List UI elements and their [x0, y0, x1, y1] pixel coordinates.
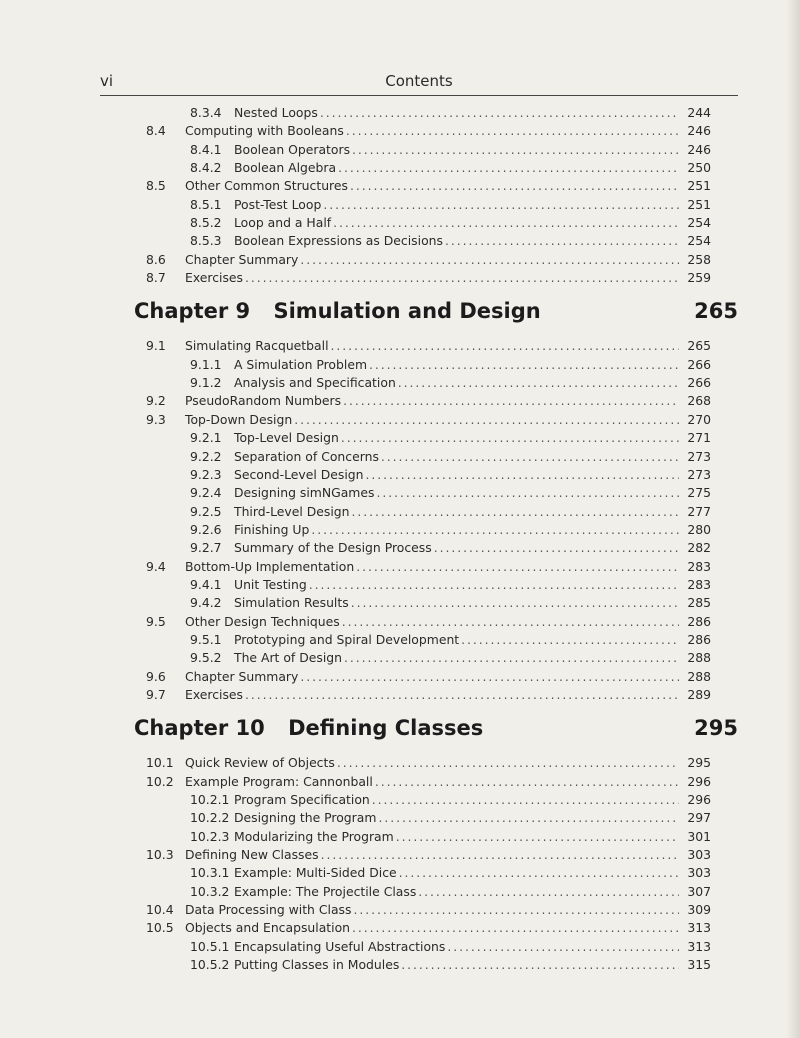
- page-ref: 246: [687, 123, 711, 139]
- page-ref: 288: [687, 650, 711, 666]
- dot-leader: [343, 392, 679, 410]
- section-number: 9.1.1: [190, 356, 222, 372]
- page-ref: 271: [687, 430, 711, 446]
- section-number: 9.1.2: [190, 375, 222, 391]
- section-title: Unit Testing: [234, 576, 307, 592]
- section-title: Putting Classes in Modules: [234, 957, 400, 973]
- dot-leader: [320, 104, 679, 122]
- dot-leader: [399, 864, 679, 882]
- section-title: Designing the Program: [234, 810, 377, 826]
- toc-entry[interactable]: [0, 686, 800, 704]
- toc-entry[interactable]: [0, 668, 800, 686]
- section-number: 8.6: [146, 251, 166, 267]
- page-ref: 282: [687, 540, 711, 556]
- page-ref: 266: [687, 375, 711, 391]
- section-number: 8.5.3: [190, 233, 222, 249]
- page-ref: 283: [687, 576, 711, 592]
- section-title: Exercises: [185, 270, 244, 286]
- toc-entry[interactable]: [0, 791, 800, 809]
- chapter-title: Simulation and Design: [273, 299, 541, 324]
- running-title: Contents: [385, 72, 453, 90]
- section-title: Bottom-Up Implementation: [185, 558, 355, 574]
- section-number: 10.3.2: [190, 883, 230, 899]
- section-title: Finishing Up: [234, 521, 310, 537]
- section-number: 8.4.2: [190, 160, 222, 176]
- page-ref: 266: [687, 356, 711, 372]
- toc-entry[interactable]: [0, 484, 800, 502]
- dot-leader: [353, 901, 679, 919]
- section-number: 9.2.7: [190, 540, 222, 556]
- page-ref: 303: [687, 847, 711, 863]
- dot-leader: [346, 122, 679, 140]
- page-ref: 309: [687, 902, 711, 918]
- toc-entry[interactable]: [0, 754, 800, 772]
- dot-leader: [445, 232, 679, 250]
- section-title: Computing with Booleans: [185, 123, 344, 139]
- section-title: Example: The Projectile Class: [234, 883, 417, 899]
- section-number: 10.5: [146, 920, 174, 936]
- section-number: 9.2.6: [190, 521, 222, 537]
- dot-leader: [300, 251, 679, 269]
- section-number: 9.4.2: [190, 595, 222, 611]
- dot-leader: [245, 686, 679, 704]
- section-title: Defining New Classes: [185, 847, 319, 863]
- toc-entry[interactable]: [0, 392, 800, 410]
- dot-leader: [338, 159, 679, 177]
- dot-leader: [341, 429, 679, 447]
- section-number: 10.1: [146, 755, 174, 771]
- chapter-page: 265: [694, 299, 738, 324]
- section-number: 8.5: [146, 178, 166, 194]
- page-ref: 296: [687, 773, 711, 789]
- dot-leader: [461, 631, 679, 649]
- dot-leader: [342, 613, 679, 631]
- dot-leader: [352, 919, 679, 937]
- page-ref: 295: [687, 755, 711, 771]
- section-title: Summary of the Design Process: [234, 540, 432, 556]
- section-title: Designing simNGames: [234, 485, 375, 501]
- page-ref: 251: [687, 178, 711, 194]
- dot-leader: [376, 484, 679, 502]
- section-number: 9.5: [146, 613, 166, 629]
- toc-group-chapter-9: [0, 337, 800, 704]
- section-number: 10.2.1: [190, 792, 230, 807]
- dot-leader: [351, 594, 679, 612]
- dot-leader: [309, 576, 679, 594]
- page-ref: 315: [687, 957, 711, 973]
- section-title: Exercises: [185, 686, 244, 702]
- section-title: Boolean Operators: [234, 141, 351, 157]
- section-title: Nested Loops: [234, 105, 318, 120]
- section-title: Example Program: Cannonball: [185, 773, 373, 789]
- page-ref: 296: [687, 792, 711, 807]
- running-header: [100, 72, 738, 94]
- dot-leader: [366, 466, 680, 484]
- section-number: 8.4: [146, 123, 166, 139]
- dot-leader: [447, 938, 679, 956]
- page-ref: 313: [687, 920, 711, 936]
- chapter-label: Chapter 10: [134, 716, 265, 741]
- toc-entry[interactable]: [0, 196, 800, 214]
- dot-leader: [356, 558, 679, 576]
- page-ref: 297: [687, 810, 711, 826]
- page-ref: 313: [687, 938, 711, 954]
- chapter-title: Defining Classes: [288, 716, 484, 741]
- page-ref: 273: [687, 466, 711, 482]
- dot-leader: [381, 448, 679, 466]
- page-ref: 268: [687, 393, 711, 409]
- table-of-contents: [0, 104, 800, 974]
- dot-leader: [401, 956, 679, 974]
- dot-leader: [333, 214, 679, 232]
- toc-entry[interactable]: [0, 141, 800, 159]
- dot-leader: [378, 809, 679, 827]
- section-number: 10.3: [146, 847, 174, 863]
- page-ref: 275: [687, 485, 711, 501]
- section-title: Top-Level Design: [234, 430, 339, 446]
- toc-entry[interactable]: [0, 864, 800, 882]
- dot-leader: [294, 411, 679, 429]
- section-title: Analysis and Specification: [234, 375, 396, 391]
- section-number: 10.5.1: [190, 938, 230, 954]
- page-ref: 244: [687, 105, 711, 120]
- toc-entry[interactable]: [0, 177, 800, 195]
- page-ref: 283: [687, 558, 711, 574]
- section-number: 8.5.1: [190, 196, 222, 212]
- page-ref: 288: [687, 668, 711, 684]
- section-number: 9.2.1: [190, 430, 222, 446]
- toc-entry[interactable]: [0, 883, 800, 901]
- toc-group-chapter-8: [0, 104, 800, 287]
- section-number: 10.3.1: [190, 865, 230, 881]
- section-title: Program Specification: [234, 792, 370, 807]
- section-number: 8.5.2: [190, 215, 222, 231]
- toc-entry[interactable]: [0, 938, 800, 956]
- toc-entry[interactable]: [0, 411, 800, 429]
- toc-entry[interactable]: [0, 919, 800, 937]
- section-title: Encapsulating Useful Abstractions: [234, 938, 446, 954]
- toc-entry[interactable]: [0, 521, 800, 539]
- section-title: Prototyping and Spiral Development: [234, 631, 460, 647]
- toc-entry[interactable]: [0, 122, 800, 140]
- dot-leader: [321, 846, 679, 864]
- dot-leader: [372, 791, 679, 809]
- toc-entry[interactable]: [0, 828, 800, 846]
- toc-entry[interactable]: [0, 631, 800, 649]
- toc-entry[interactable]: [0, 649, 800, 667]
- section-title: Example: Multi-Sided Dice: [234, 865, 397, 881]
- section-title: Third-Level Design: [234, 503, 350, 519]
- toc-entry[interactable]: [0, 159, 800, 177]
- page-ref: 265: [687, 338, 711, 354]
- section-number: 10.4: [146, 902, 174, 918]
- section-number: 9.5.2: [190, 650, 222, 666]
- dot-leader: [375, 773, 679, 791]
- page-ref: 303: [687, 865, 711, 881]
- page-ref: 246: [687, 141, 711, 157]
- dot-leader: [344, 649, 679, 667]
- dot-leader: [352, 141, 679, 159]
- section-number: 9.2.5: [190, 503, 222, 519]
- toc-entry[interactable]: [0, 448, 800, 466]
- toc-entry[interactable]: [0, 214, 800, 232]
- dot-leader: [337, 754, 679, 772]
- toc-entry[interactable]: [0, 613, 800, 631]
- section-title: A Simulation Problem: [234, 356, 368, 372]
- header-rule: [100, 95, 738, 96]
- chapter-heading-9[interactable]: [0, 299, 800, 333]
- dot-leader: [434, 539, 679, 557]
- toc-entry[interactable]: [0, 251, 800, 269]
- section-number: 10.5.2: [190, 957, 230, 973]
- section-number: 9.4.1: [190, 576, 222, 592]
- section-number: 9.7: [146, 686, 166, 702]
- section-title: Other Design Techniques: [185, 613, 340, 629]
- page-ref: 258: [687, 251, 711, 267]
- section-title: Chapter Summary: [185, 668, 299, 684]
- page-ref: 254: [687, 233, 711, 249]
- section-title: Simulating Racquetball: [185, 338, 329, 354]
- section-title: Objects and Encapsulation: [185, 920, 351, 936]
- toc-entry[interactable]: [0, 232, 800, 250]
- toc-group-chapter-10: [0, 754, 800, 974]
- dot-leader: [300, 668, 679, 686]
- section-number: 9.2: [146, 393, 166, 409]
- page-ref: 254: [687, 215, 711, 231]
- toc-entry[interactable]: [0, 809, 800, 827]
- page-ref: 286: [687, 631, 711, 647]
- dot-leader: [352, 503, 679, 521]
- toc-entry[interactable]: [0, 337, 800, 355]
- section-title: Post-Test Loop: [234, 196, 322, 212]
- section-title: Chapter Summary: [185, 251, 299, 267]
- section-title: Modularizing the Program: [234, 828, 394, 844]
- section-title: Data Processing with Class: [185, 902, 352, 918]
- toc-entry[interactable]: [0, 773, 800, 791]
- page-ref: 285: [687, 595, 711, 611]
- dot-leader: [369, 356, 679, 374]
- section-number: 10.2.2: [190, 810, 230, 826]
- section-number: 9.2.2: [190, 448, 222, 464]
- section-title: Loop and a Half: [234, 215, 332, 231]
- section-title: Separation of Concerns: [234, 448, 379, 464]
- section-title: Simulation Results: [234, 595, 349, 611]
- toc-entry[interactable]: [0, 594, 800, 612]
- section-number: 9.4: [146, 558, 166, 574]
- section-number: 9.2.3: [190, 466, 222, 482]
- dot-leader: [311, 521, 679, 539]
- section-number: 9.5.1: [190, 631, 222, 647]
- section-title: Second-Level Design: [234, 466, 364, 482]
- dot-leader: [331, 337, 679, 355]
- page-ref: 301: [687, 828, 711, 844]
- toc-entry[interactable]: [0, 901, 800, 919]
- section-number: 8.3.4: [190, 105, 222, 120]
- toc-entry[interactable]: [0, 846, 800, 864]
- section-title: Quick Review of Objects: [185, 755, 335, 771]
- dot-leader: [398, 374, 679, 392]
- toc-entry[interactable]: [0, 466, 800, 484]
- section-number: 9.3: [146, 411, 166, 427]
- toc-entry[interactable]: [0, 539, 800, 557]
- chapter-page: 295: [694, 716, 738, 741]
- chapter-heading-10[interactable]: [0, 716, 800, 750]
- dot-leader: [323, 196, 679, 214]
- page-ref: 286: [687, 613, 711, 629]
- page-ref: 280: [687, 521, 711, 537]
- toc-entry[interactable]: [0, 429, 800, 447]
- page-number: vi: [100, 72, 114, 90]
- dot-leader: [245, 269, 679, 287]
- toc-entry[interactable]: [0, 374, 800, 392]
- section-number: 10.2.3: [190, 828, 230, 844]
- toc-entry[interactable]: [0, 558, 800, 576]
- page-ref: 251: [687, 196, 711, 212]
- toc-entry[interactable]: [0, 956, 800, 974]
- section-number: 9.1: [146, 338, 166, 354]
- section-number: 10.2: [146, 773, 174, 789]
- section-title: Boolean Algebra: [234, 160, 337, 176]
- page-ref: 289: [687, 686, 711, 702]
- section-number: 9.6: [146, 668, 166, 684]
- dot-leader: [418, 883, 679, 901]
- section-title: The Art of Design: [234, 650, 343, 666]
- section-title: Top-Down Design: [185, 411, 293, 427]
- dot-leader: [396, 828, 679, 846]
- chapter-label: Chapter 9: [134, 299, 251, 324]
- toc-entry[interactable]: [0, 503, 800, 521]
- toc-entry[interactable]: [0, 576, 800, 594]
- page-ref: 250: [687, 160, 711, 176]
- page-ref: 270: [687, 411, 711, 427]
- toc-entry[interactable]: [0, 104, 800, 122]
- section-title: Boolean Expressions as Decisions: [234, 233, 443, 249]
- toc-entry[interactable]: [0, 269, 800, 287]
- page-ref: 307: [687, 883, 711, 899]
- section-number: 9.2.4: [190, 485, 222, 501]
- section-number: 8.7: [146, 270, 166, 286]
- page-ref: 259: [687, 270, 711, 286]
- page-ref: 277: [687, 503, 711, 519]
- section-title: PseudoRandom Numbers: [185, 393, 342, 409]
- section-number: 8.4.1: [190, 141, 222, 157]
- page-ref: 273: [687, 448, 711, 464]
- dot-leader: [350, 177, 679, 195]
- section-title: Other Common Structures: [185, 178, 348, 194]
- toc-entry[interactable]: [0, 356, 800, 374]
